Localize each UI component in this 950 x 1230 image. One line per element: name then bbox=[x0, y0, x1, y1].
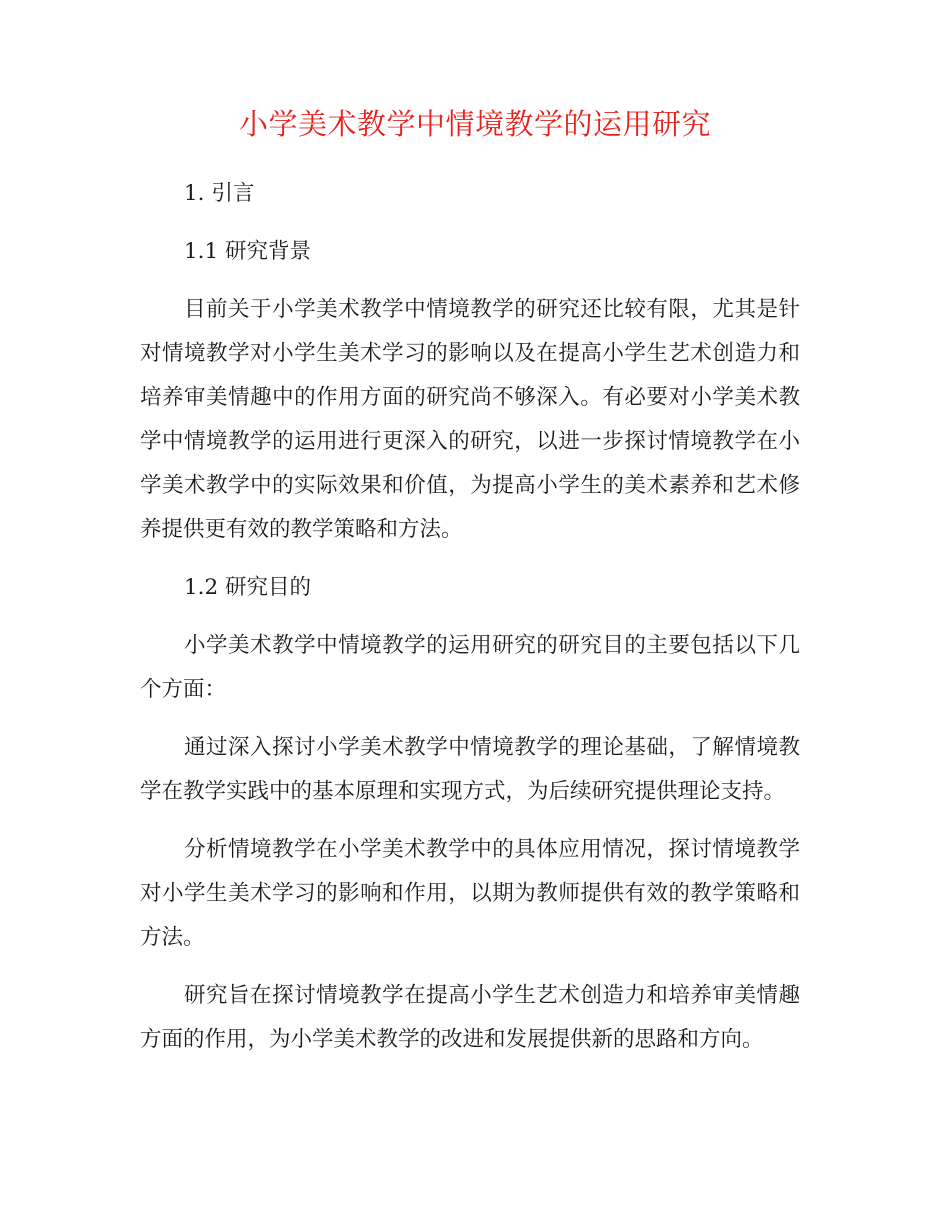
paragraph-purpose-2: 分析情境教学在小学美术教学中的具体应用情况，探讨情境教学对小学生美术学习的影响和作用，以期为教师提供有效的教学策略和方法。 bbox=[140, 837, 800, 950]
section-heading-background: 1.1 研究背景 bbox=[184, 239, 312, 264]
paragraph-purpose-3: 研究旨在探讨情境教学在提高小学生艺术创造力和培养审美情趣方面的作用，为小学美术教学的改进和发展提供新的思路和方向。 bbox=[140, 983, 800, 1052]
document-title: 小学美术教学中情境教学的运用研究 bbox=[238, 107, 711, 141]
section-heading-introduction: 1. 引言 bbox=[184, 181, 255, 206]
paragraph-purpose-1: 通过深入探讨小学美术教学中情境教学的理论基础，了解情境教学在教学实践中的基本原理和实现方式，为后续研究提供理论支持。 bbox=[140, 735, 800, 804]
section-heading-purpose: 1.2 研究目的 bbox=[184, 575, 312, 600]
document-body bbox=[140, 172, 800, 1076]
paragraph-background: 目前关于小学美术教学中情境教学的研究还比较有限，尤其是针对情境教学对小学生美术学习的影响以及在提高小学生艺术创造力和培养审美情趣中的作用方面的研究尚不够深入。有必要对小学美术教学中情境教学的运用进行更深入的研究，以进一步探讨情境教学在小学美术教学中的实际效果和价值，为提高小学生的美术素养和艺术修养提供更有效的教学策略和方法。 bbox=[140, 297, 800, 542]
paragraph-purpose-intro: 小学美术教学中情境教学的运用研究的研究目的主要包括以下几个方面： bbox=[140, 633, 800, 702]
